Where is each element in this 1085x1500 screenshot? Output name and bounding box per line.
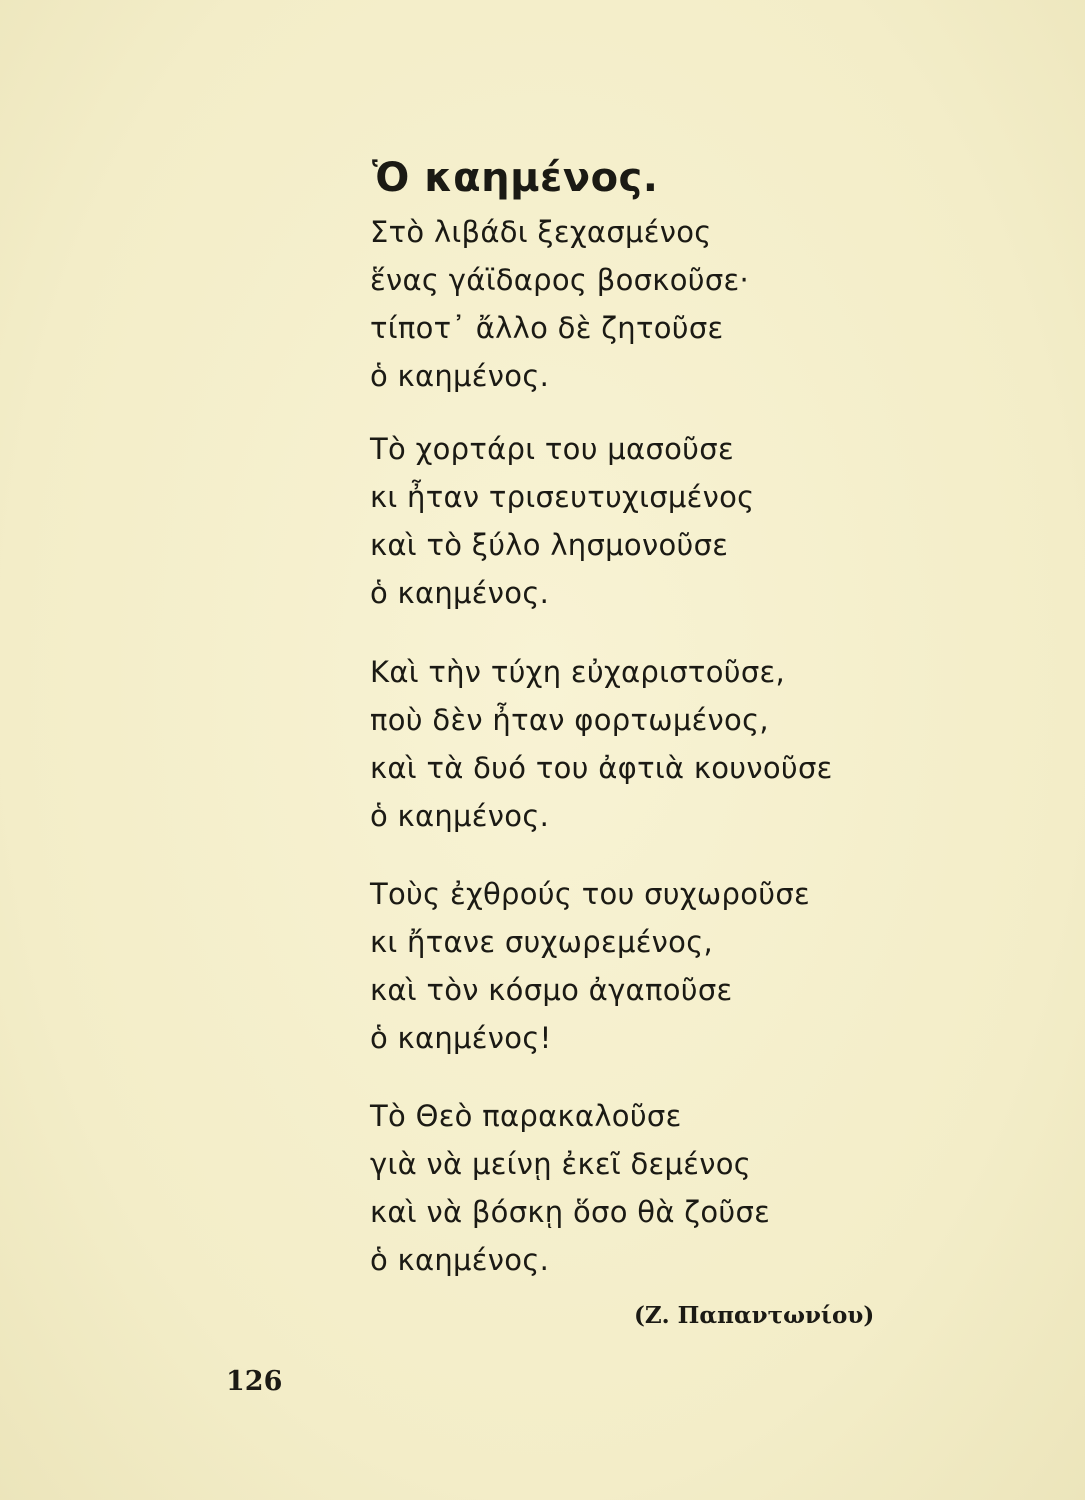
stanza-4 [370,870,810,1062]
verse-line: Τὸ Θεὸ παρακαλοῦσε [370,1099,682,1133]
verse-line: καὶ τὰ δυό του ἀφτιὰ κουνοῦσε [370,751,833,785]
verse-line: τίποτ᾽ ἄλλο δὲ ζητοῦσε [370,311,724,345]
verse-line: Καὶ τὴν τύχη εὐχαριστοῦσε, [370,655,785,689]
verse-line: κι ἦταν τρισευτυχισμένος [370,480,755,514]
page-number: 126 [226,1366,283,1397]
verse-line: ποὺ δὲν ἦταν φορτωμένος, [370,703,769,737]
verse-line: Τὸ χορτάρι του μασοῦσε [370,432,734,466]
verse-line: Στὸ λιβάδι ξεχασμένος [370,215,712,249]
verse-line: ἕνας γάϊδαρος βοσκοῦσε· [370,263,749,297]
stanza-1 [370,208,749,400]
stanza-2 [370,425,754,617]
verse-line: Τοὺς ἐχθρούς του συχωροῦσε [370,877,810,911]
verse-line: ὁ καημένος. [370,576,550,610]
verse-line: καὶ τὸν κόσμο ἀγαποῦσε [370,973,733,1007]
verse-line: κι ἤτανε συχωρεμένος, [370,925,714,959]
verse-line: ὁ καημένος! [370,1021,552,1055]
verse-line: καὶ τὸ ξύλο λησμονοῦσε [370,528,729,562]
verse-line: καὶ νὰ βόσκῃ ὅσο θὰ ζοῦσε [370,1195,771,1229]
stanza-5 [370,1092,770,1284]
verse-line: ὁ καημένος. [370,1243,550,1277]
verse-line: γιὰ νὰ μείνῃ ἐκεῖ δεμένος [370,1147,752,1181]
verse-line: ὁ καημένος. [370,799,550,833]
stanza-3 [370,648,833,840]
verse-line: ὁ καημένος. [370,359,550,393]
author-attribution: (Ζ. Παπαντωνίου) [634,1302,875,1329]
poem-title: Ὁ καημένος. [372,154,659,201]
